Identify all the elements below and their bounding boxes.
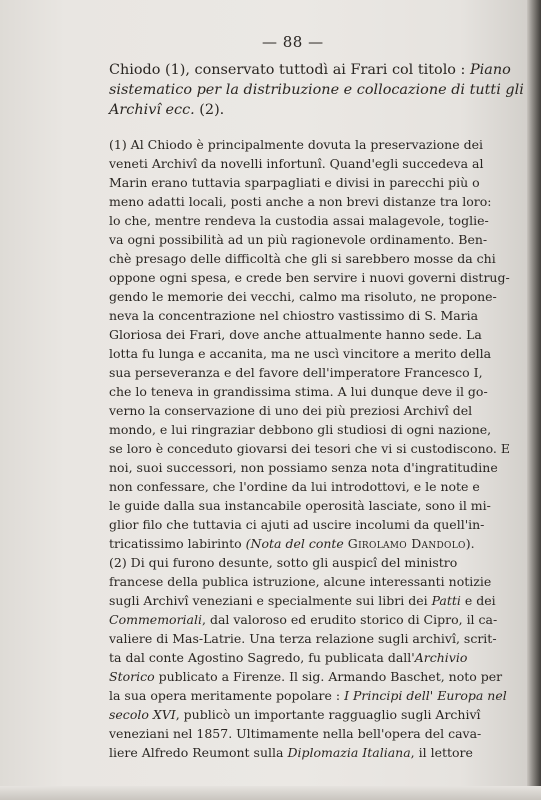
- page-spine-shadow: [527, 0, 541, 800]
- text-segment: , dal valoroso ed erudito storico di Cipro, il ca-: [202, 612, 498, 627]
- text-segment: gendo le memorie dei vecchi, calmo ma risoluto, ne propone-: [109, 289, 497, 304]
- text-segment: se loro è conceduto giovarsi dei tesori che vi si custodiscono. E: [109, 441, 511, 456]
- text-line: [109, 439, 511, 458]
- text-segment: Patti: [431, 593, 461, 608]
- text-line: [109, 610, 498, 629]
- page-number: — 88 —: [262, 33, 324, 51]
- text-segment: Girolamo Dandolo: [347, 536, 466, 551]
- text-segment: sistematico per la distribuzione e collocazione di tutti gli: [109, 82, 524, 98]
- text-segment: (2) Di qui furono desunte, sotto gli auspicî del ministro: [109, 555, 458, 570]
- text-line: [109, 496, 491, 515]
- text-line: [109, 420, 492, 439]
- text-line: [109, 382, 488, 401]
- text-segment: Archivî ecc.: [109, 102, 195, 118]
- text-line: [109, 724, 484, 743]
- text-segment: non confessare, che l'ordine da lui introdottovi, e le note e: [109, 479, 480, 494]
- text-line: [109, 534, 484, 553]
- text-segment: lo che, mentre rendeva la custodia assai malagevole, toglie-: [109, 213, 489, 228]
- text-segment: va ogni possibilità ad un più ragionevole ordinamento. Ben-: [109, 232, 488, 247]
- text-segment: valiere di Mas-Latrie. Una terza relazione sugli archivî, scrit-: [109, 631, 497, 646]
- text-line: [109, 306, 484, 325]
- text-line: [109, 325, 484, 344]
- text-line: [109, 80, 524, 100]
- text-segment: meno adatti locali, posti anche a non brevi distanze tra loro:: [109, 194, 492, 209]
- text-segment: liere Alfredo Reumont sulla: [109, 745, 288, 760]
- text-segment: , il lettore: [410, 745, 473, 760]
- footnotes: [109, 135, 511, 762]
- text-segment: glior filo che tuttavia ci ajuti ad uscire incolumi da quell'in-: [109, 517, 485, 532]
- text-segment: francese della publica istruzione, alcune interessanti notizie: [109, 574, 492, 589]
- text-line: [109, 154, 484, 173]
- text-segment: Archivio: [414, 650, 468, 665]
- text-segment: ).: [465, 536, 475, 551]
- text-segment: mondo, e lui ringraziar debbono gli studiosi di ogni nazione,: [109, 422, 492, 437]
- text-line: [109, 249, 496, 268]
- text-segment: oppone ogni spesa, e crede ben servire i nuovi governi distrug-: [109, 270, 510, 285]
- text-line: [109, 648, 484, 667]
- text-segment: tricatissimo labirinto: [109, 536, 246, 551]
- text-line: [109, 591, 496, 610]
- text-line: [109, 629, 497, 648]
- text-segment: veneti Archivî da novelli infortunî. Quand'egli succedeva al: [109, 156, 484, 171]
- text-segment: veneziani nel 1857. Ultimamente nella bell'opera del cava-: [109, 726, 482, 741]
- text-line: [109, 192, 492, 211]
- text-segment: chè presago delle difficoltà che gli si sarebbero mosse da chi: [109, 251, 496, 266]
- text-line: [109, 135, 484, 154]
- text-segment: e dei: [460, 593, 496, 608]
- text-line: [109, 230, 488, 249]
- text-line: [109, 268, 510, 287]
- text-segment: Commemoriali: [109, 612, 202, 627]
- text-segment: Gloriosa dei Frari, dove anche attualmente hanno sede. La: [109, 327, 482, 342]
- text-line: [109, 344, 492, 363]
- text-segment: secolo XVI: [109, 707, 176, 722]
- text-segment: publicato a Firenze. Il sig. Armando Baschet, noto per: [154, 669, 503, 684]
- text-line: [109, 173, 484, 192]
- text-line: [109, 100, 484, 120]
- text-line: [109, 287, 497, 306]
- text-segment: (Nota del conte: [245, 536, 348, 551]
- text-segment: ta dal conte Agostino Sagredo, fu publicata dall': [109, 650, 415, 665]
- text-segment: neva la concentrazione nel chiostro vastissimo di S. Maria: [109, 308, 479, 323]
- text-segment: verno la conservazione di uno dei più preziosi Archivî del: [109, 403, 473, 418]
- text-segment: noi, suoi successori, non possiamo senza nota d'ingratitudine: [109, 460, 498, 475]
- text-segment: Piano: [469, 62, 511, 78]
- text-line: [109, 477, 484, 496]
- text-line: [109, 458, 498, 477]
- text-segment: (1) Al Chiodo è principalmente dovuta la preservazione dei: [109, 137, 483, 152]
- text-segment: Diplomazia Italiana: [287, 745, 411, 760]
- text-line: [109, 515, 484, 534]
- text-segment: (2).: [194, 102, 225, 118]
- text-line: [109, 667, 503, 686]
- text-segment: la sua opera meritamente popolare :: [109, 688, 345, 703]
- main-text-paragraph: [109, 60, 524, 120]
- text-segment: sugli Archivî veneziani e specialmente sui libri dei: [109, 593, 432, 608]
- page-bottom-edge: [0, 786, 541, 800]
- text-segment: che lo teneva in grandissima stima. A lui dunque deve il go-: [109, 384, 488, 399]
- text-line: [109, 553, 484, 572]
- text-line: [109, 686, 507, 705]
- text-line: [109, 572, 492, 591]
- text-segment: Storico: [109, 669, 155, 684]
- text-segment: , publicò un importante ragguaglio sugli Archivî: [175, 707, 481, 722]
- text-segment: le guide dalla sua instancabile operosità lasciate, sono il mi-: [109, 498, 491, 513]
- text-segment: sua perseveranza e del favore dell'imperatore Francesco I,: [109, 365, 483, 380]
- text-segment: Chiodo (1), conservato tuttodì ai Frari col titolo :: [109, 62, 470, 78]
- text-segment: I Principi dell' Europa nel: [344, 688, 507, 703]
- text-line: [109, 60, 511, 80]
- text-segment: Marin erano tuttavia sparpagliati e divisi in parecchi più o: [109, 175, 480, 190]
- text-line: [109, 401, 484, 420]
- text-line: [109, 211, 489, 230]
- text-line: [109, 363, 484, 382]
- text-line: [109, 743, 484, 762]
- text-line: [109, 705, 484, 724]
- text-segment: lotta fu lunga e accanita, ma ne uscì vincitore a merito della: [109, 346, 492, 361]
